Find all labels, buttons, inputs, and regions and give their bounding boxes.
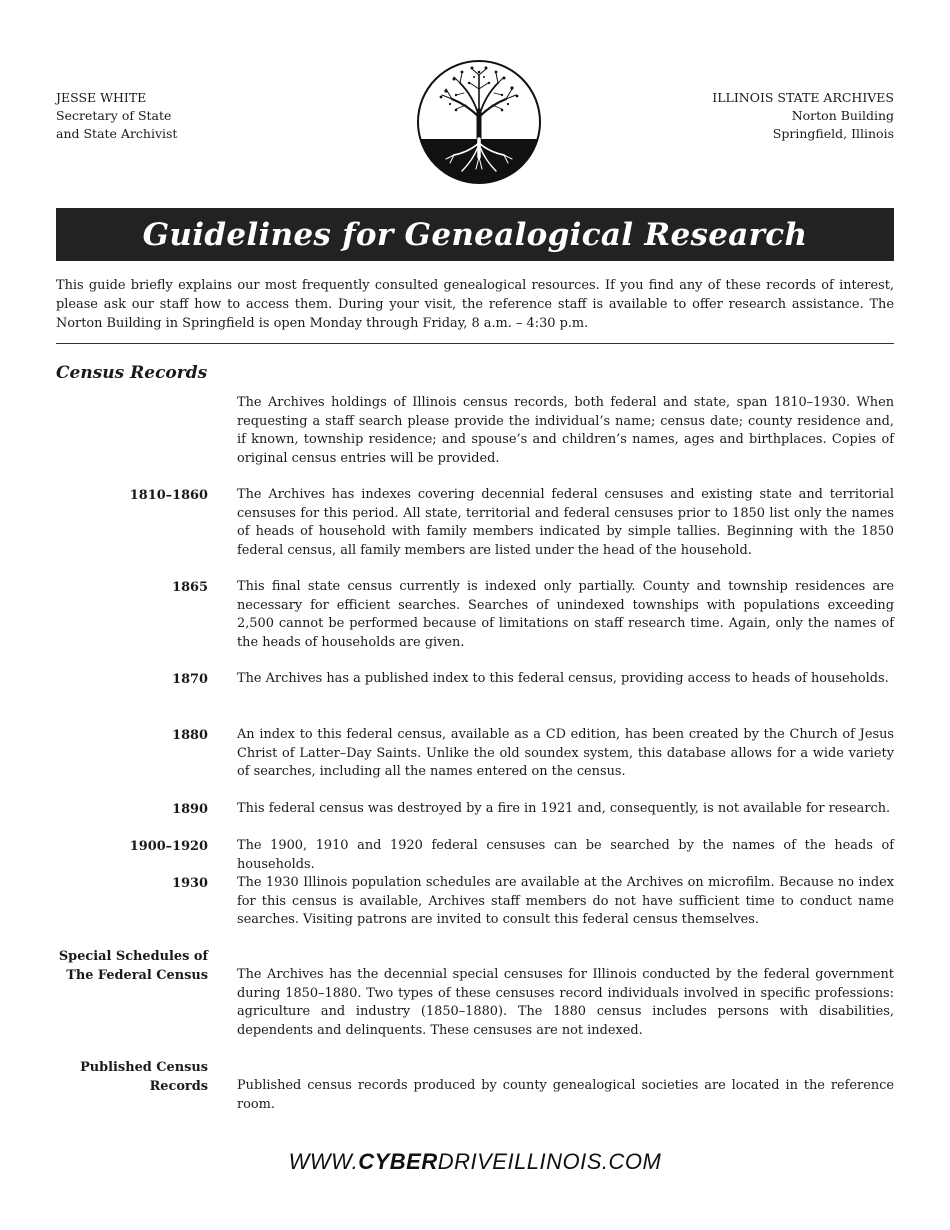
secretary-name: JESSE WHITE: [56, 90, 147, 105]
entry-text: The Archives has a published index to this federal census, providing access to heads of households.: [237, 671, 889, 686]
footer-url-prefix: WWW.: [288, 1149, 359, 1174]
footer-url-suffix: DRIVEILLINOIS.COM: [437, 1149, 662, 1174]
entry-label-line: The Federal Census: [66, 968, 208, 983]
entry-label: [56, 1058, 208, 1096]
entry-text: The Archives has the decennial special censuses for Illinois conducted by the federal government during 1850–1880. Two types of these censuses record individuals involved in specific professions: agriculture and industry (1850–1880). The 1880 census includes persons with disabilities, dependents and delinquents. These censuses are not indexed.: [237, 967, 894, 1038]
divider: [56, 343, 894, 344]
entry-label-line: Published Census: [80, 1060, 208, 1075]
entry-label: 1810–1860: [129, 488, 208, 503]
entry-label-line: Records: [149, 1079, 208, 1094]
archivist-title: and State Archivist: [56, 126, 178, 141]
header-right: [712, 89, 894, 143]
entry-text: The Archives has indexes covering decennial federal censuses and existing state and territorial censuses for this period. All state, territorial and federal censuses prior to 1850 list only the names of heads of household with family members indicated by simple tallies. Beginning with the 1850 federal census, all family members are listed under the head of the household.: [237, 487, 894, 558]
entry-text: Published census records produced by county genealogical societies are located in the reference room.: [237, 1078, 894, 1112]
entry-label: 1890: [172, 802, 208, 817]
overview-text: The Archives holdings of Illinois census records, both federal and state, span 1810–1930. When requesting a staff search please provide the individual’s name; census date; county residence and, if known, township residence; and spouse’s and children’s names, ages and birthplaces. Copies of original census entries will be provided.: [237, 395, 894, 466]
entry-label: [56, 947, 208, 985]
tree-roots-logo-icon: [416, 59, 542, 185]
entry-text: This final state census currently is indexed only partially. County and township residences are necessary for efficient searches. Searches of unindexed townships with populations exceeding 2,500 cannot be performed because of limitations on staff research time. Again, only the names of the heads of households are given.: [237, 579, 894, 650]
entry-text: This federal census was destroyed by a fire in 1921 and, consequently, is not available for research.: [237, 801, 891, 816]
entry-label: 1870: [172, 672, 208, 687]
entry-label: 1865: [172, 580, 208, 595]
entry-text: The 1900, 1910 and 1920 federal censuses can be searched by the names of the heads of households.: [237, 838, 894, 872]
title-banner: [56, 208, 894, 261]
entry-label-line: Special Schedules of: [58, 949, 208, 964]
secretary-title: Secretary of State: [56, 108, 172, 123]
entry-label: 1900–1920: [129, 839, 208, 854]
footer-url-bold: CYBER: [358, 1149, 438, 1174]
archives-city: Springfield, Illinois: [772, 126, 894, 141]
page-title: Guidelines for Genealogical Research: [142, 216, 808, 253]
intro-paragraph: This guide briefly explains our most frequently consulted genealogical resources. If you find any of these records of interest, please ask our staff how to access them. During your visit, the reference staff is available to offer research assistance. The Norton Building in Springfield is open Monday through Friday, 8 a.m. – 4:30 p.m.: [56, 278, 894, 331]
entry-text: An index to this federal census, available as a CD edition, has been created by the Church of Jesus Christ of Latter–Day Saints. Unlike the old soundex system, this database allows for a wide variety of searches, including all the names entered on the census.: [237, 727, 894, 779]
entry-text: The 1930 Illinois population schedules are available at the Archives on microfilm. Because no index for this census is available, Archives staff members do not have sufficient time to conduct name searches. Visiting patrons are invited to consult this federal census themselves.: [237, 875, 894, 927]
section-title: Census Records: [56, 363, 208, 383]
archives-name: ILLINOIS STATE ARCHIVES: [712, 90, 894, 105]
header-left: [56, 89, 177, 143]
entry-label: 1930: [172, 876, 208, 891]
footer-url[interactable]: [0, 1149, 950, 1175]
building-name: Norton Building: [791, 108, 894, 123]
entry-label: 1880: [172, 728, 208, 743]
